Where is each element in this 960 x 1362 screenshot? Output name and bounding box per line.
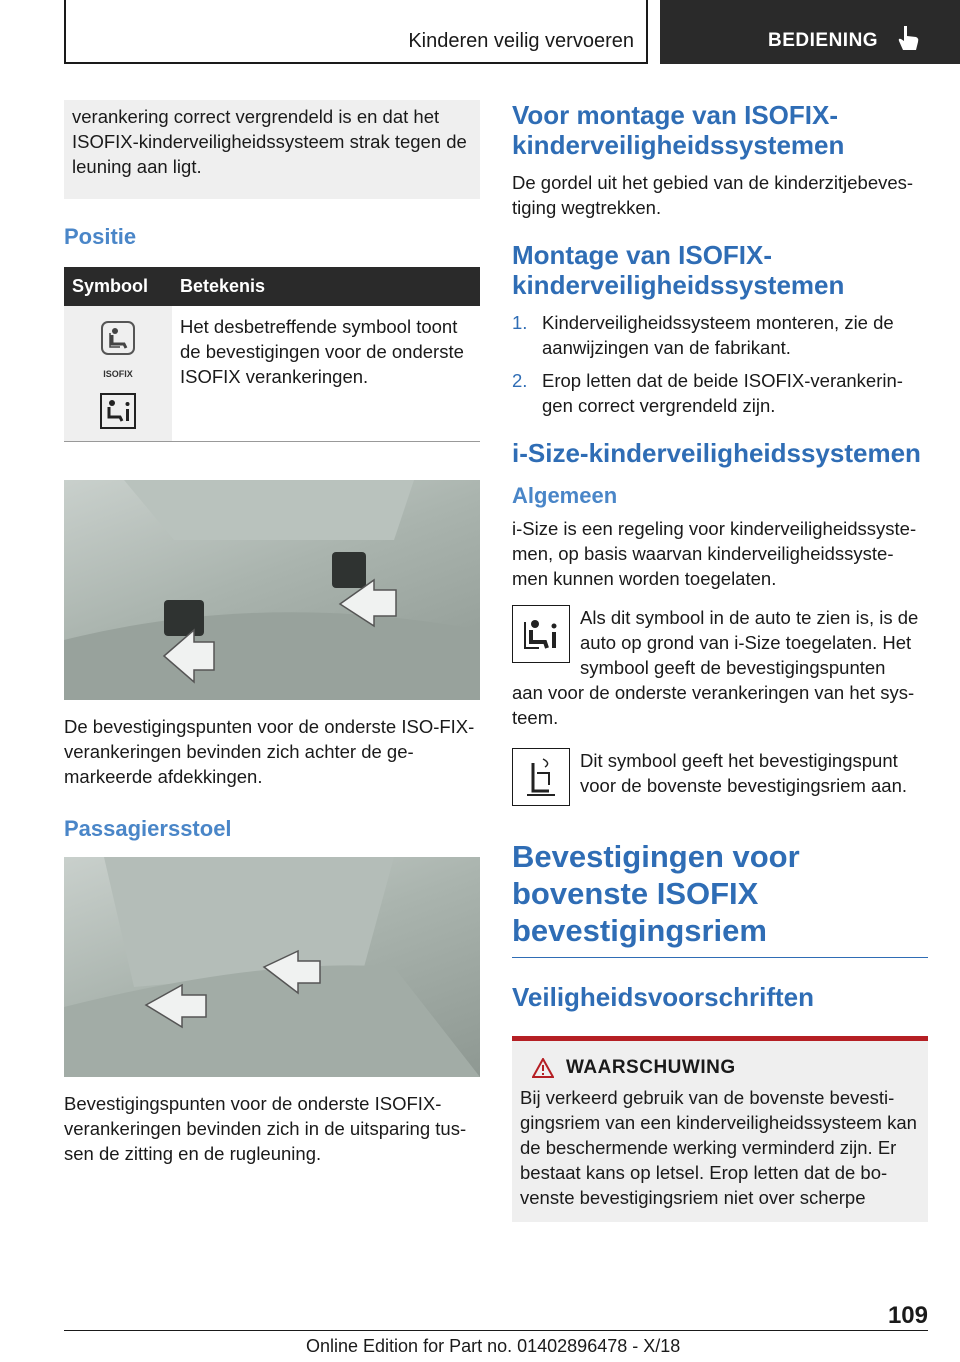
isofix-label: ISOFIX (103, 369, 133, 379)
isize-seat-icon (519, 612, 563, 656)
heading-isize: i-Size-kinderveiligheidssystemen (512, 438, 921, 468)
step-text: Kinderveiligheidssysteem monteren, zie de aanwijzingen van de fabrikant. (542, 312, 894, 358)
intro-note-box (64, 100, 480, 199)
table-row (64, 306, 480, 442)
top-tether-paragraph (512, 748, 928, 806)
header-chapter-box (64, 0, 648, 64)
edition-text: Online Edition for Part no. 01402896478 - X/18 (306, 1336, 681, 1356)
table-header-symbool: Symbool (64, 267, 172, 306)
caption-rear-seat: De bevestigingspunten voor de onderste ISO-FIX-verankeringen bevinden zich achter de ge-markeerde afdekkingen. (64, 716, 475, 787)
isofix-seat-info-icon (98, 391, 138, 431)
heading-voor-montage: Voor montage van ISOFIX-kinderveiligheidssystemen (512, 100, 845, 160)
heading-veiligheidsvoorschriften: Veiligheidsvoorschriften (512, 982, 814, 1012)
table-header-betekenis: Betekenis (172, 267, 480, 306)
photo-passenger-seat (64, 857, 480, 1077)
symbol-table (64, 267, 480, 442)
footer-divider (64, 1330, 928, 1331)
heading-bevestigingen: Bevestigingen voor bovenste ISOFIX bevestigingsriem (512, 838, 928, 958)
isize-symbol-text-continued: aan voor de onderste verankeringen van het sys-teem. (512, 682, 915, 728)
warning-header (520, 1057, 920, 1079)
steps-list (512, 310, 928, 418)
page-number: 109 (887, 1302, 928, 1329)
left-column (64, 100, 480, 1166)
intro-note-text: verankering correct vergrendeld is en dat het ISOFIX-kinderveiligheidssysteem strak tegen de leuning aan ligt. (72, 106, 467, 177)
heading-algemeen: Algemeen (512, 483, 618, 508)
text-voor-montage: De gordel uit het gebied van de kinderzitjebeves-tiging wegtrekken. (512, 172, 914, 218)
top-tether-symbol-box (512, 748, 570, 806)
rear-seat-illustration (64, 480, 480, 700)
top-tether-icon (519, 755, 563, 799)
warning-triangle-icon (532, 1058, 554, 1078)
step-number: 2. (512, 370, 528, 391)
list-item (512, 368, 928, 418)
right-column (512, 100, 928, 1222)
isize-symbol-paragraph (512, 605, 928, 680)
header-section-title: BEDIENING (768, 30, 879, 51)
pointing-hand-icon (896, 24, 920, 52)
caption-passenger-seat: Bevestigingspunten voor de onderste ISOFIX-verankeringen bevinden zich in de uitsparing tus-sen de zitting en de rugleuning. (64, 1093, 467, 1164)
warning-box (512, 1036, 928, 1222)
symbol-meaning: Het desbetreffende symbool toont de bevestigingen voor de onderste ISOFIX verankeringen. (180, 316, 464, 387)
step-text: Erop letten dat de beide ISOFIX-verankerin-gen correct vergrendeld zijn. (542, 370, 903, 416)
photo-rear-seat-anchors (64, 480, 480, 700)
text-algemeen: i-Size is een regeling voor kinderveiligheidssyste-men, op basis waarvan kinderveiligheidssyste-men kunnen worden toegelaten. (512, 518, 917, 589)
warning-title: WAARSCHUWING (566, 1057, 736, 1078)
header-chapter-title: Kinderen veilig vervoeren (408, 30, 634, 52)
header-section-box (660, 0, 960, 64)
isize-symbol-box (512, 605, 570, 663)
heading-passagiersstoel: Passagiersstoel (64, 816, 232, 841)
list-item (512, 310, 928, 360)
passenger-seat-illustration (64, 857, 480, 1077)
top-tether-text: Dit symbool geeft het bevestigingspunt voor de bovenste bevestigingsriem aan. (580, 750, 908, 796)
warning-text: Bij verkeerd gebruik van de bovenste bevesti-gingsriem van een kinderveiligheidssysteem kan de beschermende werking verminderd zijn. Er bestaat kans op letsel. Erop letten dat de bo-venste bevestigingsriem niet over scherpe (520, 1087, 917, 1208)
heading-positie: Positie (64, 224, 137, 249)
step-number: 1. (512, 312, 528, 333)
child-seat-icon (98, 318, 138, 358)
heading-montage: Montage van ISOFIX-kinderveiligheidssystemen (512, 240, 845, 300)
isize-symbol-text: Als dit symbool in de auto te zien is, is de auto op grond van i-Size toegelaten. Het symbool geeft de bevestigingspunten (580, 607, 919, 678)
symbol-cell (64, 306, 172, 442)
